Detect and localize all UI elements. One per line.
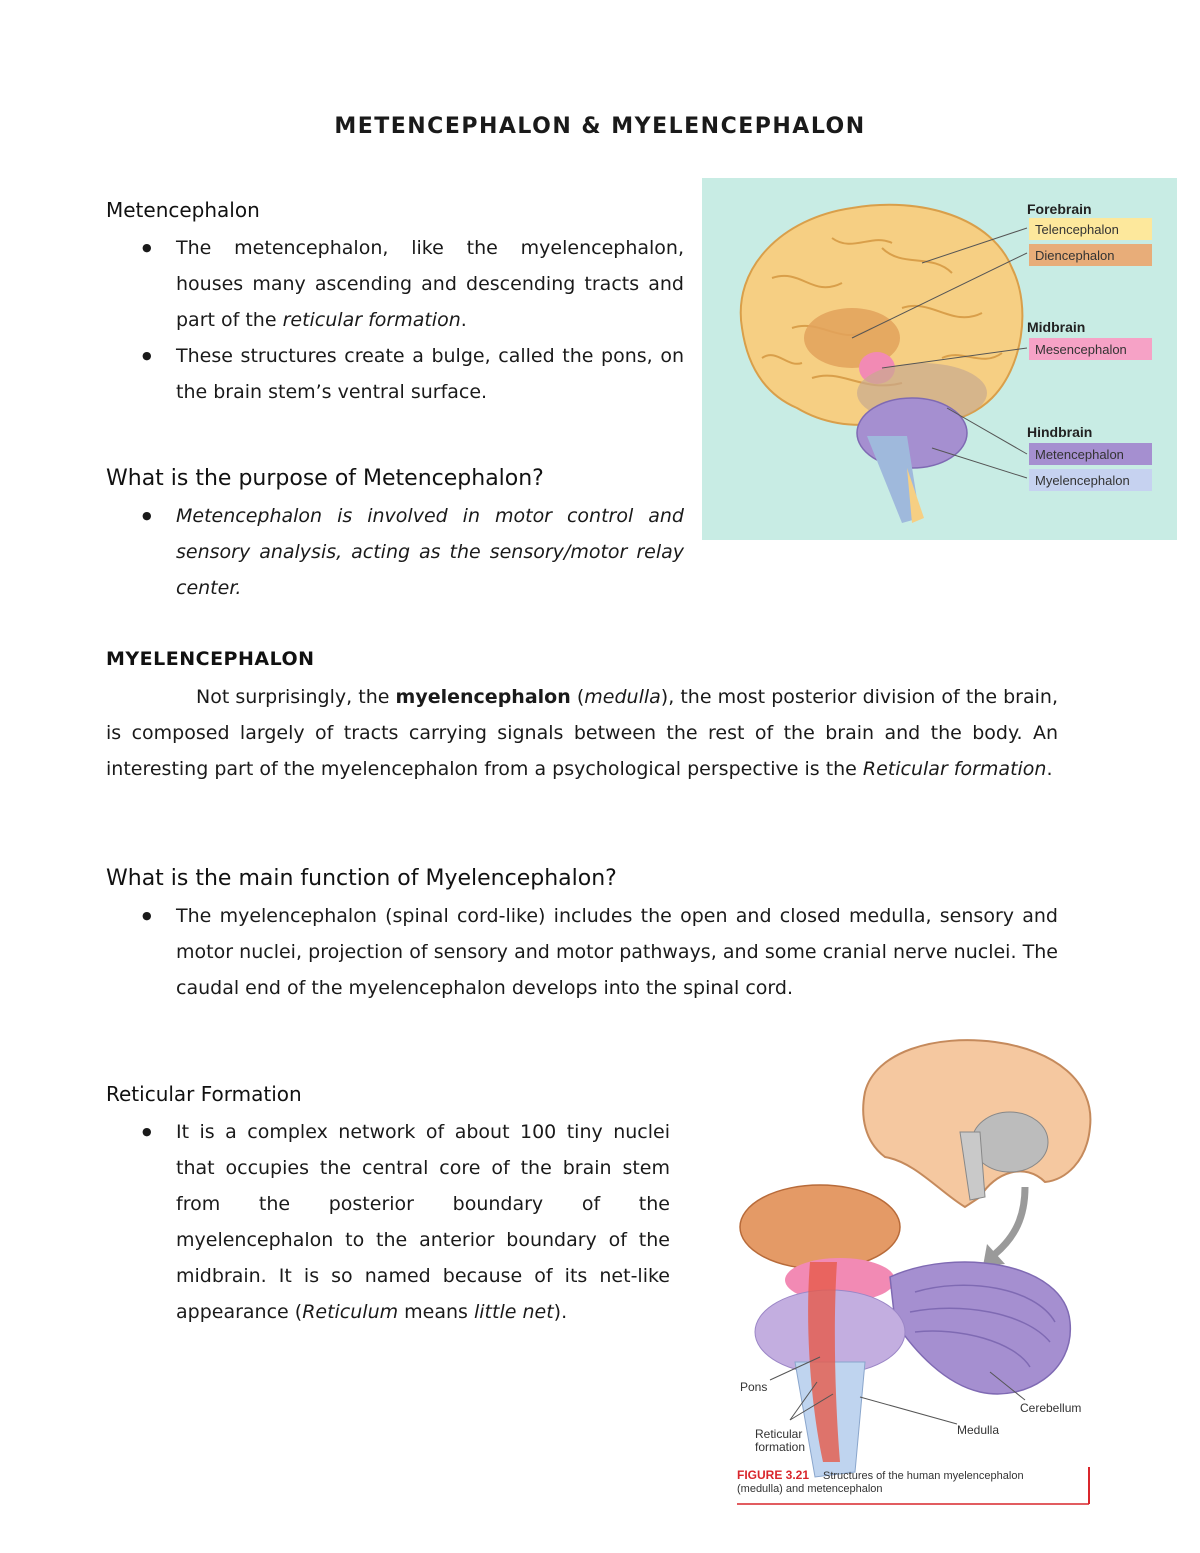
mesencephalon-label: Mesencephalon	[1035, 342, 1127, 357]
list-item: ● Metencephalon is involved in motor control and sensory analysis, acting as the sensory/motor relay center.	[106, 498, 684, 606]
page-title: METENCEPHALON & MYELENCEPHALON	[334, 114, 866, 139]
medulla-label: Medulla	[957, 1423, 1000, 1437]
sagittal-cerebellum	[972, 1112, 1048, 1172]
midbrain-label: Midbrain	[1027, 319, 1086, 335]
metencephalon-heading: Metencephalon	[106, 198, 260, 222]
myelencephalon-paragraph: Not surprisingly, the myelencephalon (medulla), the most posterior division of the brain, is composed largely of tracts carrying signals between the rest of the brain and the body. An interesting part of the myelencephalon from a psychological perspective is the Reticular formation.	[106, 686, 1058, 780]
reticular-list	[106, 1114, 670, 1330]
forebrain-label: Forebrain	[1027, 201, 1092, 217]
formation-label: formation	[755, 1440, 806, 1454]
list-item: ● The myelencephalon (spinal cord-like) includes the open and closed medulla, sensory and motor nuclei, projection of sensory and motor pathways, and some cranial nerve nuclei. The caudal end of the myelencephalon develops into the spinal cord.	[106, 898, 1058, 1006]
function-heading: What is the main function of Myelencephalon?	[106, 866, 617, 891]
list-item: ● The metencephalon, like the myelencephalon, houses many ascending and descending tracts and part of the reticular formation.	[106, 230, 684, 338]
metencephalon-list	[106, 230, 684, 410]
list-item: ● It is a complex network of about 100 tiny nuclei that occupies the central core of the brain stem from the posterior boundary of the myelencephalon to the anterior boundary of the midbrain. It is so named because of its net-like appearance (Reticulum means little net).	[106, 1114, 670, 1330]
list-item: ● These structures create a bulge, called the pons, on the brain stem’s ventral surface.	[106, 338, 684, 410]
diencephalon-label: Diencephalon	[1035, 248, 1115, 263]
figure-number: FIGURE 3.21	[737, 1468, 810, 1482]
caption-line-1: Structures of the human myelencephalon	[823, 1470, 1024, 1482]
reticular-label: Reticular	[755, 1427, 803, 1441]
brain-divisions-figure	[702, 178, 1177, 540]
pons-label: Pons	[740, 1380, 768, 1394]
reticular-heading: Reticular Formation	[106, 1082, 302, 1106]
hindbrain-figure	[725, 1022, 1100, 1512]
myelencephalon-heading: MYELENCEPHALON	[106, 648, 315, 670]
myelencephalon-label: Myelencephalon	[1035, 473, 1130, 488]
purpose-heading: What is the purpose of Metencephalon?	[106, 466, 544, 491]
telencephalon-label: Telencephalon	[1035, 222, 1119, 237]
function-list	[106, 898, 1058, 1006]
caption-line-2: (medulla) and metencephalon	[737, 1483, 883, 1495]
purpose-list	[106, 498, 684, 606]
cerebellum-label: Cerebellum	[1020, 1401, 1082, 1415]
thalamus-shape	[740, 1185, 900, 1269]
cerebellum-shape	[857, 398, 967, 468]
metencephalon-label: Metencephalon	[1035, 447, 1124, 462]
hindbrain-label: Hindbrain	[1027, 424, 1093, 440]
